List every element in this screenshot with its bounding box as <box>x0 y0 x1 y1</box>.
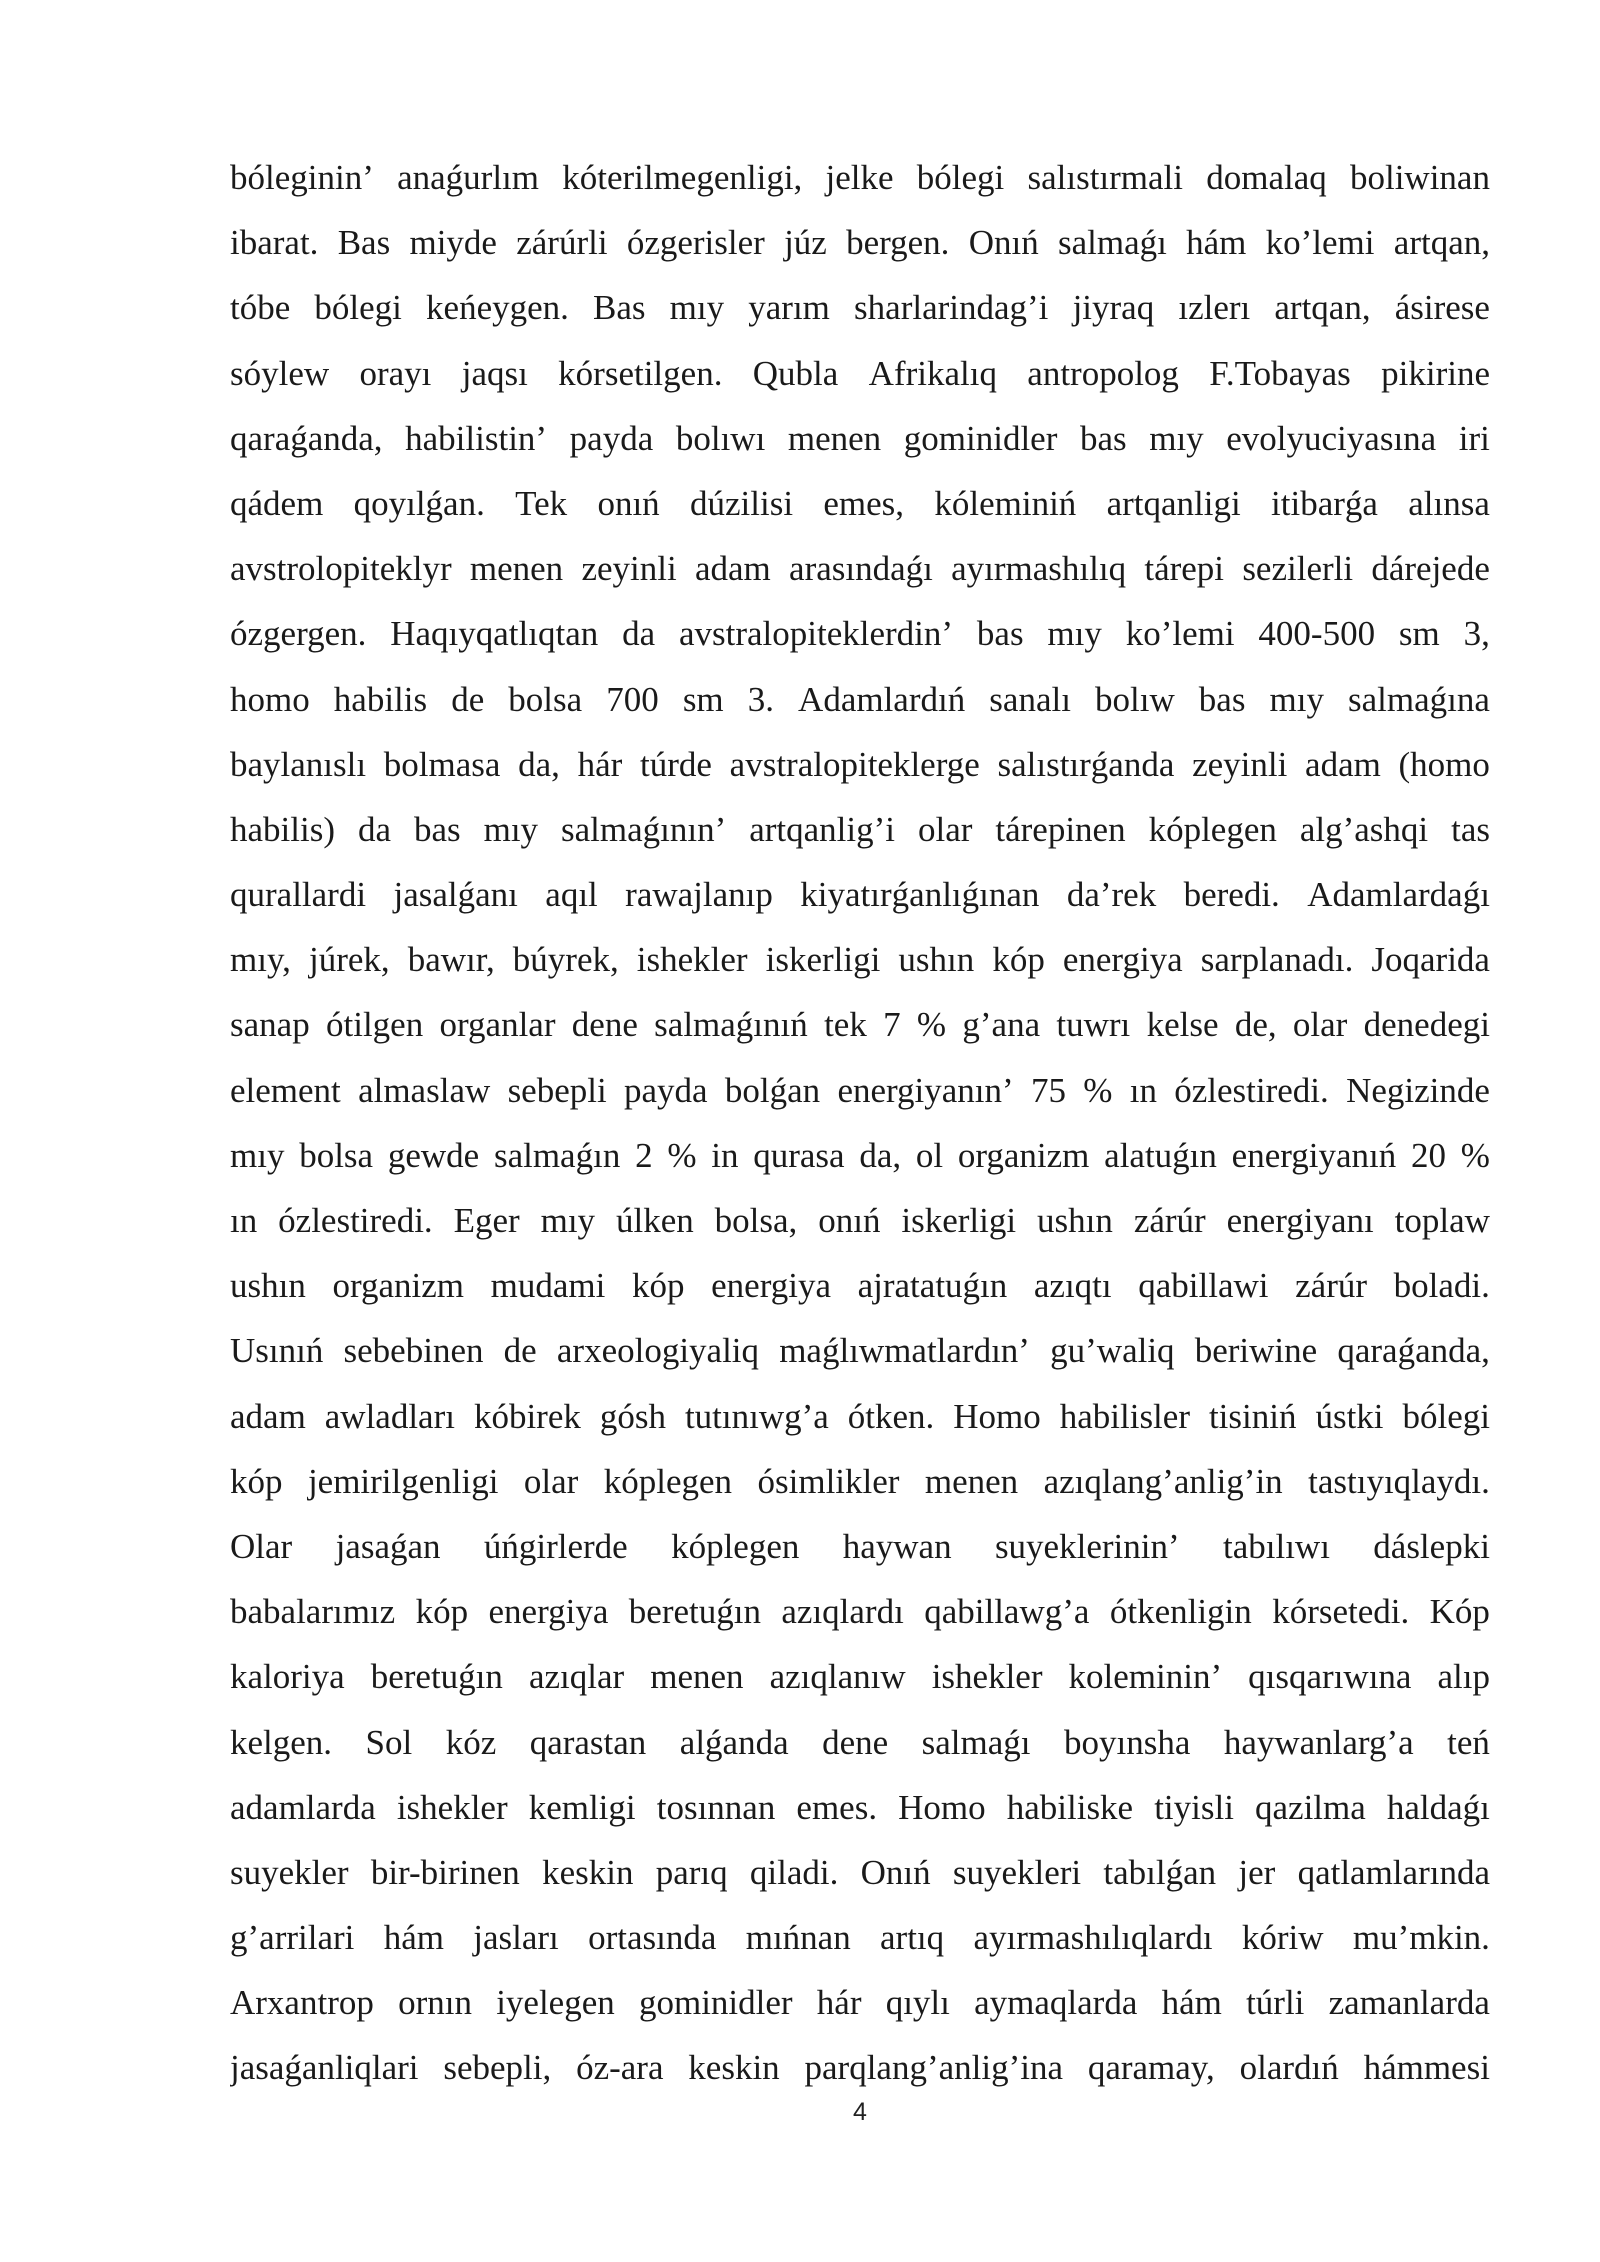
text-line: ózgergen. Haqıyqatlıqtan da avstralopiteklerdin’ bas mıy ko’lemi 400-500 sm 3, <box>230 614 1490 654</box>
text-line: ibarat. Bas miyde zárúrli ózgerisler júz bergen. Onıń salmaǵı hám ko’lemi artqan, <box>230 223 1490 263</box>
text-line: tóbe bólegi keńeygen. Bas mıy yarım sharlarindag’i jiyraq ızlerı artqan, ásirese <box>230 288 1490 328</box>
text-line: avstrolopiteklyr menen zeyinli adam arasındaǵı ayırmashılıq tárepi sezilerli dárejede <box>230 549 1490 589</box>
text-line: adamlarda ishekler kemligi tosınnan emes. Homo habiliske tiyisli qazilma haldaǵı <box>230 1787 1490 1827</box>
text-line: Olar jasaǵan úńgirlerde kóplegen haywan suyeklerinin’ tabılıwı dáslepki <box>230 1526 1490 1566</box>
text-line: sóylew orayı jaqsı kórsetilgen. Qubla Afrikalıq antropolog F.Tobayas pikirine <box>230 353 1490 393</box>
text-line: babalarımız kóp energiya beretuǵın azıqlardı qabillawg’a ótkenligin kórsetedi. Kóp <box>230 1592 1490 1632</box>
text-line: element almaslaw sebepli payda bolǵan energiyanın’ 75 % ın ózlestiredi. Negizinde <box>230 1070 1490 1110</box>
text-line: qurallardi jasalǵanı aqıl rawajlanıp kiyatırǵanlıǵınan da’rek beredi. Adamlardaǵı <box>230 875 1490 915</box>
body-text <box>230 145 1490 2101</box>
text-line: sanap ótilgen organlar dene salmaǵınıń tek 7 % g’ana tuwrı kelse de, olar denedegi <box>230 1005 1490 1045</box>
text-line: Arxantrop ornın iyelegen gominidler hár qıylı aymaqlarda hám túrli zamanlarda <box>230 1983 1490 2023</box>
text-line: kóp jemirilgenligi olar kóplegen ósimlikler menen azıqlang’anlig’in tastıyıqlaydı. <box>230 1461 1490 1501</box>
text-line: ın ózlestiredi. Eger mıy úlken bolsa, onıń iskerligi ushın zárúr energiyanı toplaw <box>230 1201 1490 1240</box>
text-line: baylanıslı bolmasa da, hár túrde avstralopiteklerge salıstırǵanda zeyinli adam (homo <box>230 744 1490 784</box>
text-line: suyekler bir-birinen keskin parıq qiladi. Onıń suyekleri tabılǵan jer qatlamlarında <box>230 1852 1490 1892</box>
text-line: qaraǵanda, habilistin’ payda bolıwı menen gominidler bas mıy evolyuciyasına iri <box>230 418 1490 458</box>
text-line: kaloriya beretuǵın azıqlar menen azıqlanıw ishekler koleminin’ qısqarıwına alıp <box>230 1657 1490 1697</box>
text-line: kelgen. Sol kóz qarastan alǵanda dene salmaǵı boyınsha haywanlarg’a teń <box>230 1722 1490 1762</box>
text-line: adam awladları kóbirek gósh tutınıwg’a ótken. Homo habilisler tisiniń ústki bólegi <box>230 1396 1490 1436</box>
text-line: bóleginin’ anaǵurlım kóterilmegenligi, jelke bólegi salıstırmali domalaq boliwinan <box>230 158 1490 197</box>
text-line: homo habilis de bolsa 700 sm 3. Adamlardıń sanalı bolıw bas mıy salmaǵına <box>230 679 1490 719</box>
text-line: qádem qoyılǵan. Tek onıń dúzilisi emes, kóleminiń artqanligi itibarǵa alınsa <box>230 483 1490 523</box>
text-line: jasaǵanliqlari sebepli, óz-ara keskin parqlang’anlig’ina qaramay, olardıń hámmesi <box>230 2048 1490 2088</box>
text-line: mıy bolsa gewde salmaǵın 2 % in qurasa da, ol organizm alatuǵın energiyanıń 20 % <box>230 1135 1490 1175</box>
text-line: habilis) da bas mıy salmaǵının’ artqanlig’i olar tárepinen kóplegen alg’ashqi tas <box>230 809 1490 849</box>
page-number: 4 <box>853 2098 867 2126</box>
text-line: mıy, júrek, bawır, búyrek, ishekler iskerligi ushın kóp energiya sarplanadı. Joqarida <box>230 940 1490 980</box>
text-line: g’arrilari hám jasları ortasında mıńnan artıq ayırmashılıqlardı kóriw mu’mkin. <box>230 1918 1490 1958</box>
text-line: ushın organizm mudami kóp energiya ajratatuǵın azıqtı qabillawi zárúr boladi. <box>230 1266 1490 1306</box>
text-line: Usınıń sebebinen de arxeologiyaliq maǵlıwmatlardın’ gu’waliq beriwine qaraǵanda, <box>230 1331 1490 1371</box>
